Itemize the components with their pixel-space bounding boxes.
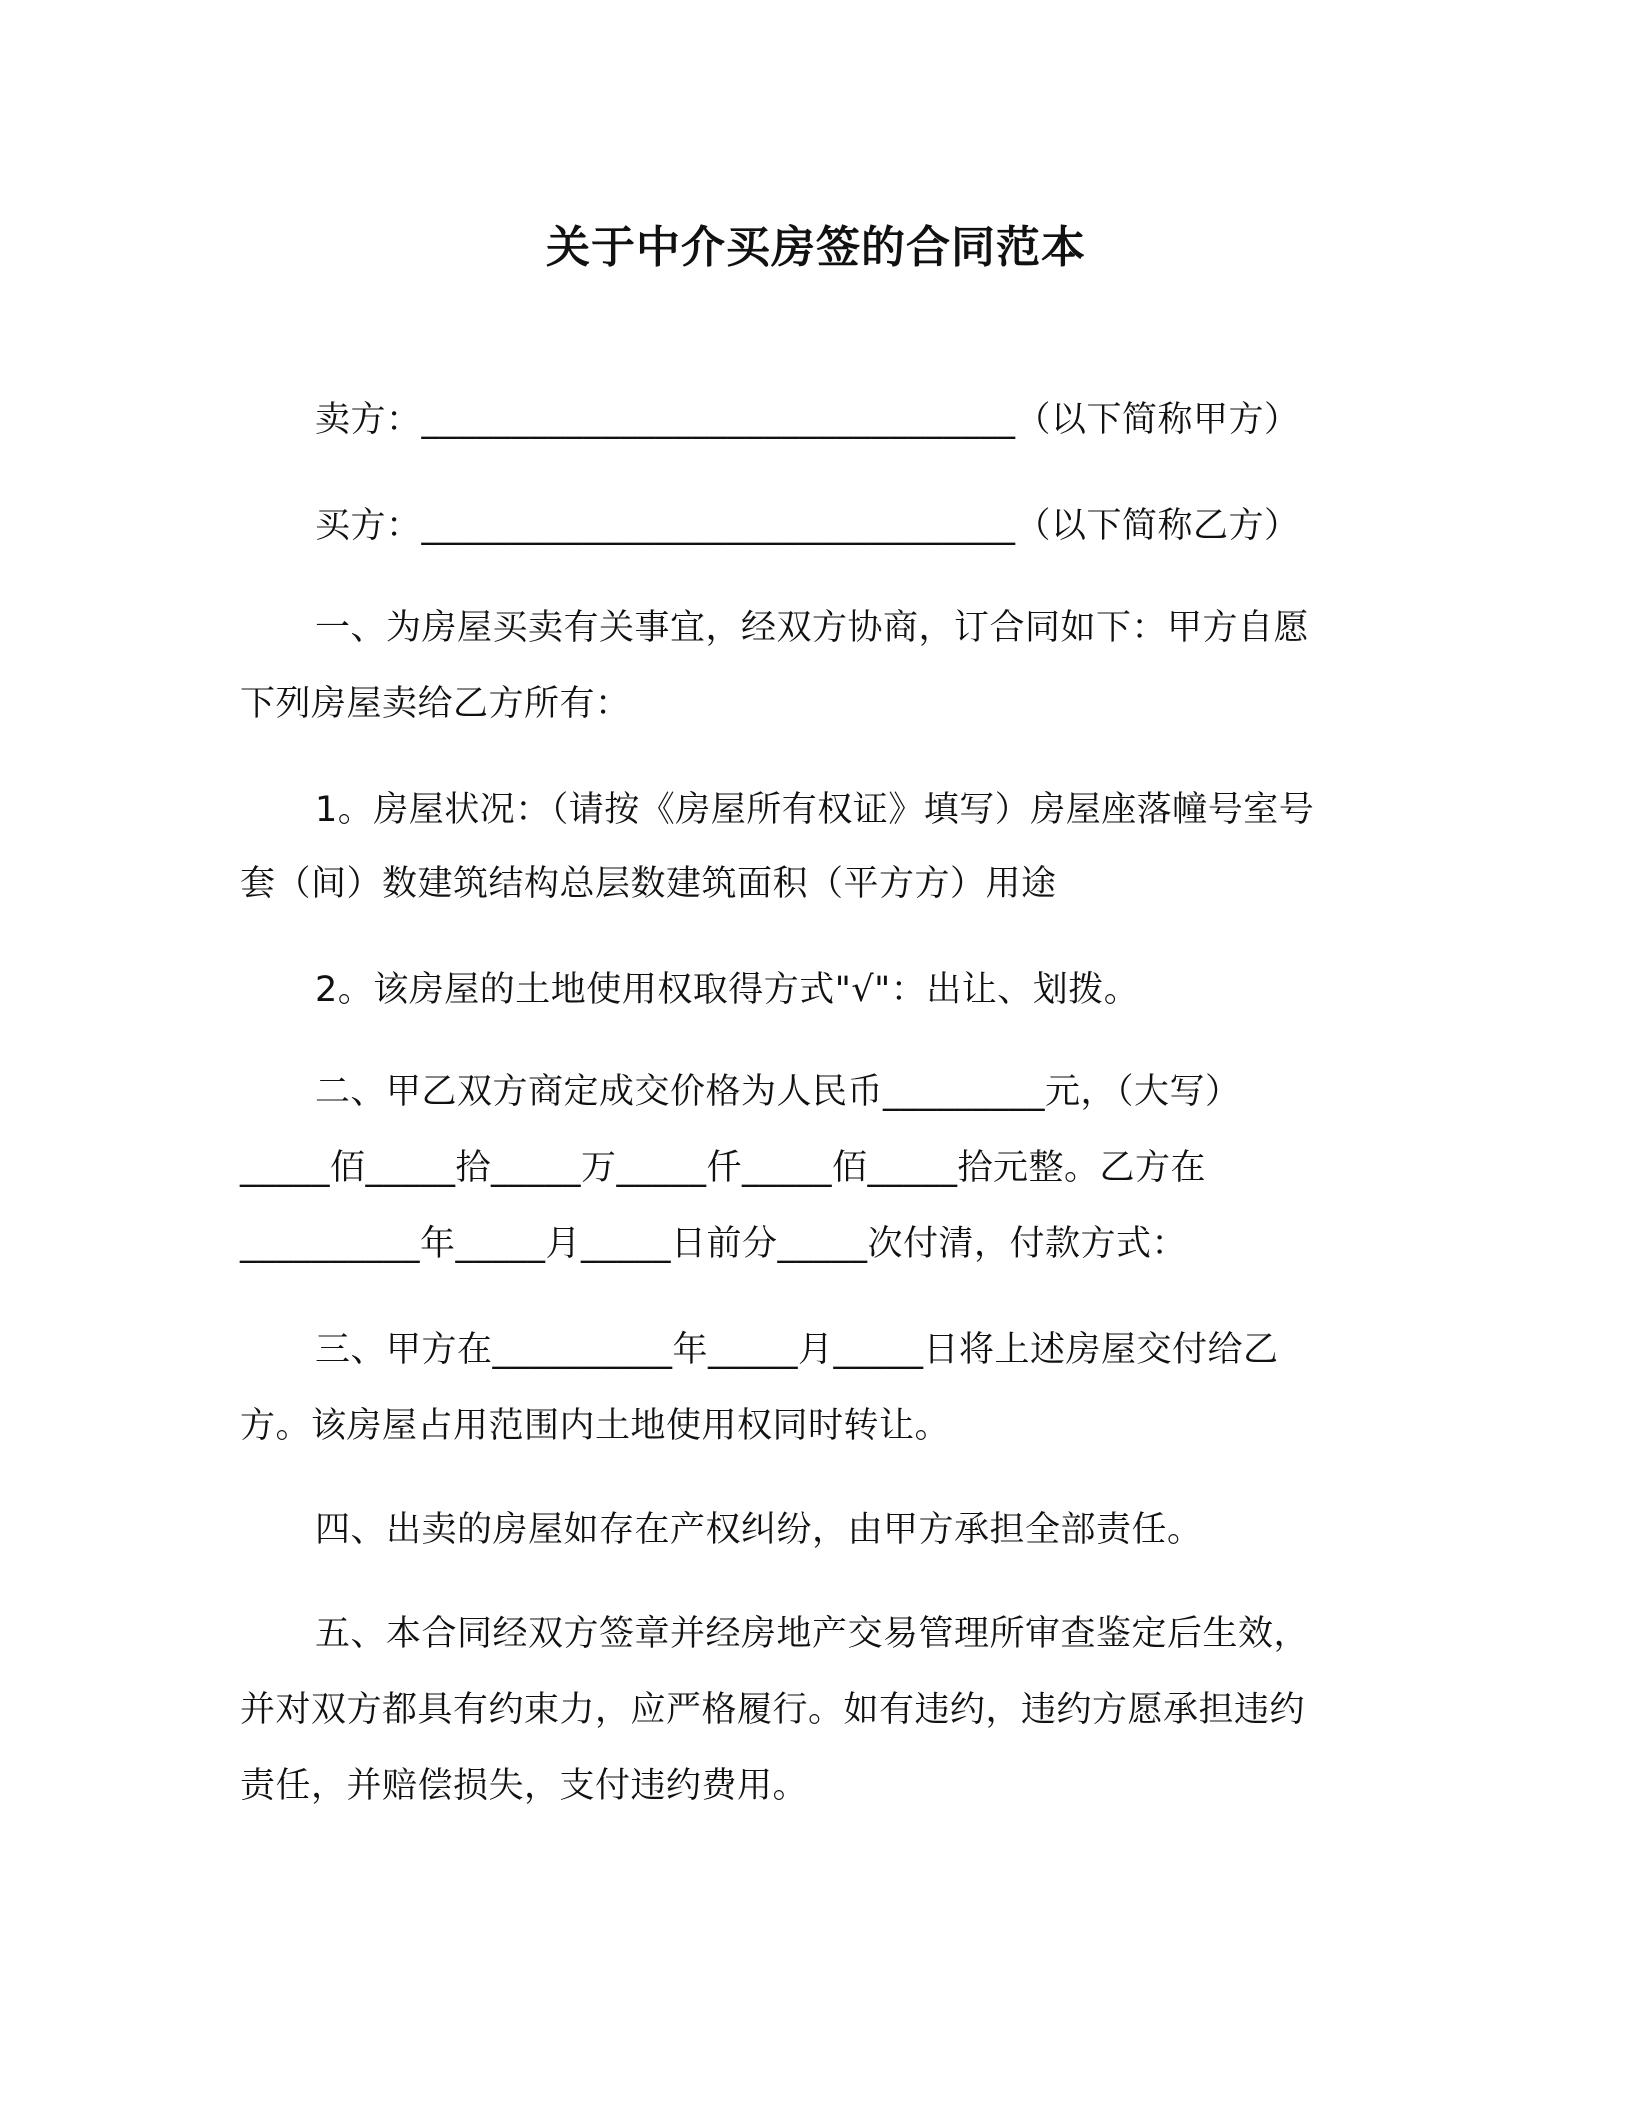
clause-5-line-1: 五、本合同经双方签章并经房地产交易管理所审查鉴定后生效， xyxy=(315,1614,1310,1654)
clause-2-line-1: 二、甲乙双方商定成交价格为人民币_________元，（大写） xyxy=(315,1072,1241,1112)
clause-3-line-2: 方。该房屋占用范围内土地使用权同时转让。 xyxy=(240,1406,951,1446)
item-1-line-2: 套（间）数建筑结构总层数建筑面积（平方方）用途 xyxy=(240,864,1057,904)
clause-1-line-2: 下列房屋卖给乙方所有： xyxy=(240,684,631,724)
clause-2-line-2: _____佰_____拾_____万_____仟_____佰_____拾元整。乙方在 xyxy=(240,1148,1207,1188)
clause-5-line-2: 并对双方都具有约束力，应严格履行。如有违约，违约方愿承担违约 xyxy=(240,1690,1306,1730)
seller-line: 卖方：_________________________________（以下简称甲方） xyxy=(315,400,1300,440)
item-2-line: 2。该房屋的土地使用权取得方式"√"：出让、划拨。 xyxy=(315,970,1140,1010)
clause-1-line-1: 一、为房屋买卖有关事宜，经双方协商，订合同如下：甲方自愿 xyxy=(315,608,1310,648)
document-title: 关于中介买房签的合同范本 xyxy=(546,222,1086,273)
clause-5-line-3: 责任，并赔偿损失，支付违约费用。 xyxy=(240,1766,809,1806)
clause-4-line: 四、出卖的房屋如存在产权纠纷，由甲方承担全部责任。 xyxy=(315,1510,1203,1550)
clause-2-line-3: __________年_____月_____日前分_____次付清，付款方式： xyxy=(240,1224,1188,1264)
item-1-line-1: 1。房屋状况：（请按《房屋所有权证》填写）房屋座落幢号室号 xyxy=(315,790,1315,830)
buyer-line: 买方：_________________________________（以下简称乙方） xyxy=(315,506,1300,546)
clause-3-line-1: 三、甲方在__________年_____月_____日将上述房屋交付给乙 xyxy=(315,1330,1279,1370)
